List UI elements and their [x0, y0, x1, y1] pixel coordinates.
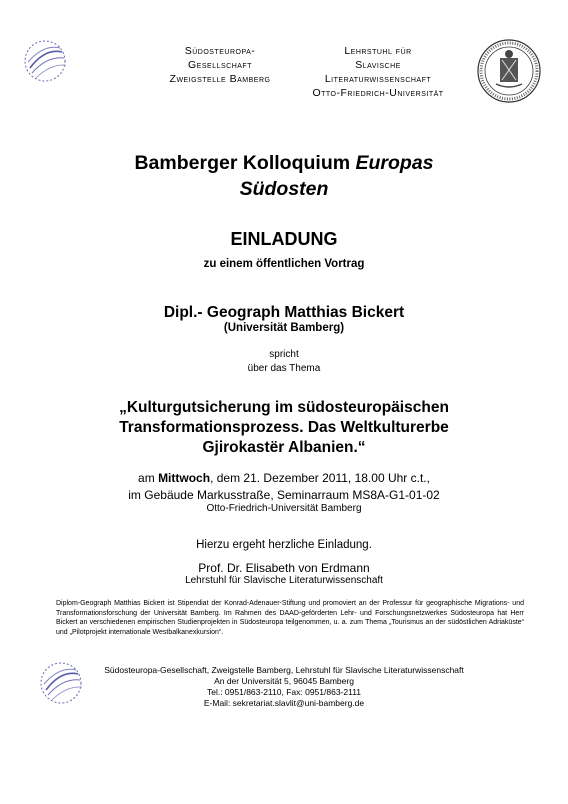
event-date-time: , dem 21. Dezember 2011, 18.00 Uhr c.t., — [210, 471, 430, 485]
title-italic: Europas — [355, 152, 434, 174]
invitation-heading: EINLADUNG — [230, 229, 338, 249]
host-chair: Lehrstuhl für Slavische Literaturwissenschaft — [185, 575, 383, 586]
invitation-subheading: zu einem öffentlichen Vortrag — [203, 258, 365, 270]
event-weekday: Mittwoch — [158, 471, 211, 485]
footer-line: An der Universität 5, 96045 Bamberg — [214, 676, 354, 686]
closing-invite: Hierzu ergeht herzliche Einladung. — [196, 539, 372, 551]
header-right — [288, 44, 468, 100]
speaker-name: Dipl.- Geograph Matthias Bickert — [163, 304, 405, 321]
header-left-line: Zweigstelle Bamberg — [169, 73, 271, 85]
event-prefix: am — [138, 471, 159, 485]
header-left — [130, 44, 310, 86]
event-location: im Gebäude Markusstraße, Seminarraum MS8A-G1-01-02 — [128, 488, 440, 502]
about-label: über das Thema — [247, 363, 321, 374]
speaks-label: spricht — [269, 349, 299, 360]
title-plain: Bamberger Kolloquium — [134, 152, 356, 174]
host-name: Prof. Dr. Elisabeth von Erdmann — [198, 561, 370, 575]
header-right-line: Otto-Friedrich-Universität — [312, 87, 444, 99]
footer-contact — [0, 665, 568, 709]
talk-title-line: Gjirokastër Albanien.“ — [202, 439, 366, 456]
event-institution: Otto-Friedrich-Universität Bamberg — [206, 503, 362, 514]
header-right-line: Literaturwissenschaft — [324, 73, 432, 85]
footer-email[interactable]: E-Mail: sekretariat.slavlit@uni-bamberg.de — [203, 698, 365, 708]
talk-title-line: „Kulturgutsicherung im südosteuropäischen — [119, 399, 449, 416]
page-title — [0, 150, 568, 202]
university-seal-icon — [476, 38, 542, 104]
header-right-line: Slavische — [355, 59, 401, 71]
talk-title — [0, 398, 568, 458]
sog-swirl-logo-icon — [22, 38, 68, 84]
title-italic-line2: Südosten — [239, 178, 329, 200]
footer-line: Tel.: 0951/863-2110, Fax: 0951/863-2111 — [206, 687, 362, 697]
header-right-line: Lehrstuhl für — [344, 45, 412, 57]
footer-line: Südosteuropa-Gesellschaft, Zweigstelle Bamberg, Lehrstuhl für Slavische Literaturwissenschaft — [104, 665, 464, 675]
speaker-affiliation: (Universität Bamberg) — [223, 322, 345, 334]
speaker-bio-note: Diplom-Geograph Matthias Bickert ist Stipendiat der Konrad-Adenauer-Stiftung und promoviert an der Professur für geographische Migrations- und Transformationsforschung der Universität Bamberg. Im Rahmen des DAAD-geförderten Lehr- und Forschungsnetzwerkes Südosteuropa hat Herr Bickert an verschiedenen empirischen Studienprojekten in Südosteuropa teilgenommen, u. a. zum Thema „Tourismus an der südöstlichen Adriaküste“ und „Pilotprojekt internationale Westbalkanexkursion“. — [56, 600, 524, 636]
header-left-line: Gesellschaft — [188, 59, 252, 71]
header-left-line: Südosteuropa- — [184, 45, 256, 57]
event-info — [0, 470, 568, 504]
talk-title-line: Transformationsprozess. Das Weltkulturerbe — [119, 419, 449, 436]
